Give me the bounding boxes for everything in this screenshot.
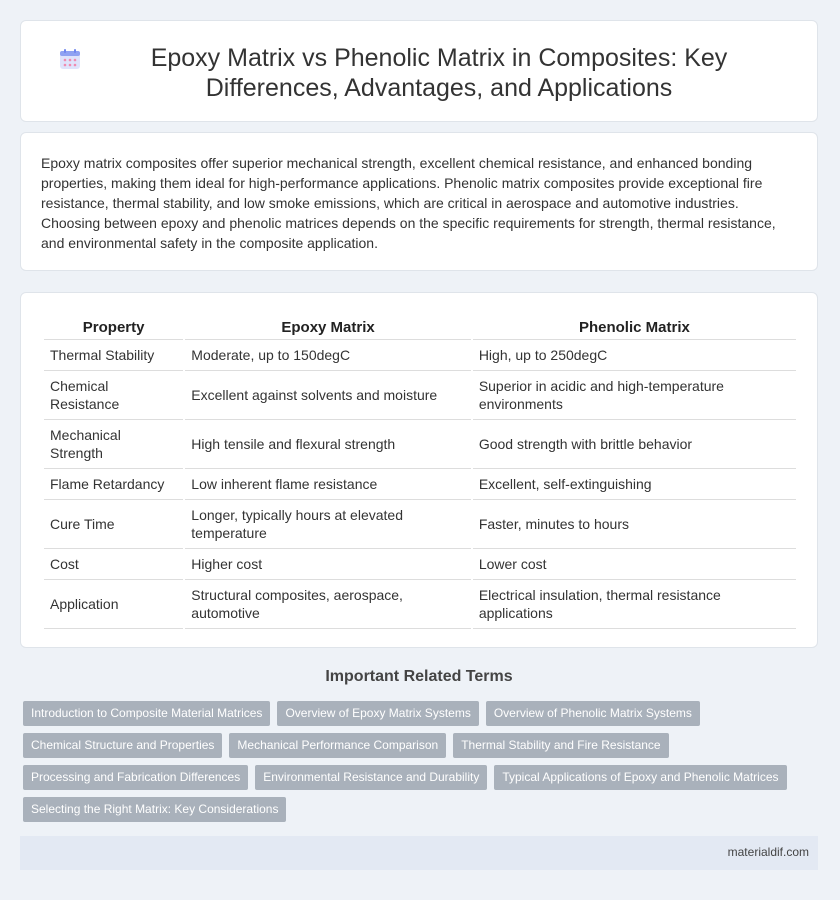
table-row: [44, 549, 796, 580]
column-header-epoxy: Epoxy Matrix: [185, 315, 471, 340]
related-term-tag[interactable]: Overview of Epoxy Matrix Systems: [277, 701, 478, 726]
related-term-tag[interactable]: Chemical Structure and Properties: [23, 733, 222, 758]
table-cell-phenolic: Superior in acidic and high-temperature environments: [473, 371, 796, 420]
table-cell-phenolic: Electrical insulation, thermal resistance applications: [473, 580, 796, 629]
table-cell-phenolic: High, up to 250degC: [473, 340, 796, 371]
table-cell-phenolic: Faster, minutes to hours: [473, 500, 796, 549]
table-cell-phenolic: Lower cost: [473, 549, 796, 580]
table-cell-epoxy: High tensile and flexural strength: [185, 420, 471, 469]
related-term-tag[interactable]: Overview of Phenolic Matrix Systems: [486, 701, 700, 726]
intro-paragraph: Epoxy matrix composites offer superior mechanical strength, excellent chemical resistance, and enhanced bonding properties, making them ideal for high-performance applications. Phenolic matrix composites provide exceptional fire resistance, thermal stability, and low smoke emissions, which are critical in aerospace and automotive industries. Choosing between epoxy and phenolic matrices depends on the specific requirements for strength, thermal resistance, and environmental safety in the composite application.: [41, 155, 776, 251]
footer-bar: [20, 836, 818, 870]
related-terms-heading: Important Related Terms: [325, 668, 513, 685]
related-term-tag[interactable]: Thermal Stability and Fire Resistance: [453, 733, 668, 758]
column-header-phenolic: Phenolic Matrix: [473, 315, 796, 340]
table-cell-property: Flame Retardancy: [44, 469, 183, 500]
table-cell-property: Cure Time: [44, 500, 183, 549]
table-cell-property: Mechanical Strength: [44, 420, 183, 469]
intro-card: [20, 132, 818, 271]
table-cell-property: Chemical Resistance: [44, 371, 183, 420]
comparison-table: [42, 315, 798, 629]
comparison-table-card: [20, 292, 818, 648]
column-header-property: Property: [44, 315, 183, 340]
table-cell-epoxy: Structural composites, aerospace, automotive: [185, 580, 471, 629]
page-title: Epoxy Matrix vs Phenolic Matrix in Composites: Key Differences, Advantages, and Applications: [150, 44, 728, 102]
footer-site-link[interactable]: materialdif.com: [727, 845, 809, 859]
table-cell-epoxy: Excellent against solvents and moisture: [185, 371, 471, 420]
related-term-tag[interactable]: Environmental Resistance and Durability: [255, 765, 487, 790]
table-row: [44, 371, 796, 420]
table-cell-property: Cost: [44, 549, 183, 580]
title-card: [20, 20, 818, 122]
table-cell-epoxy: Higher cost: [185, 549, 471, 580]
table-cell-phenolic: Good strength with brittle behavior: [473, 420, 796, 469]
table-row: [44, 420, 796, 469]
table-row: [44, 500, 796, 549]
related-term-tag[interactable]: Processing and Fabrication Differences: [23, 765, 248, 790]
related-term-tag[interactable]: Mechanical Performance Comparison: [229, 733, 446, 758]
related-term-tag[interactable]: Typical Applications of Epoxy and Phenolic Matrices: [494, 765, 786, 790]
table-cell-epoxy: Low inherent flame resistance: [185, 469, 471, 500]
related-term-tag[interactable]: Selecting the Right Matrix: Key Considerations: [23, 797, 286, 822]
table-header-row: [44, 315, 796, 340]
table-cell-property: Thermal Stability: [44, 340, 183, 371]
table-cell-epoxy: Moderate, up to 150degC: [185, 340, 471, 371]
table-row: [44, 469, 796, 500]
table-row: [44, 340, 796, 371]
table-cell-phenolic: Excellent, self-extinguishing: [473, 469, 796, 500]
related-term-tag[interactable]: Introduction to Composite Material Matrices: [23, 701, 270, 726]
table-row: [44, 580, 796, 629]
table-cell-epoxy: Longer, typically hours at elevated temperature: [185, 500, 471, 549]
table-cell-property: Application: [44, 580, 183, 629]
related-terms-list: [23, 701, 823, 829]
